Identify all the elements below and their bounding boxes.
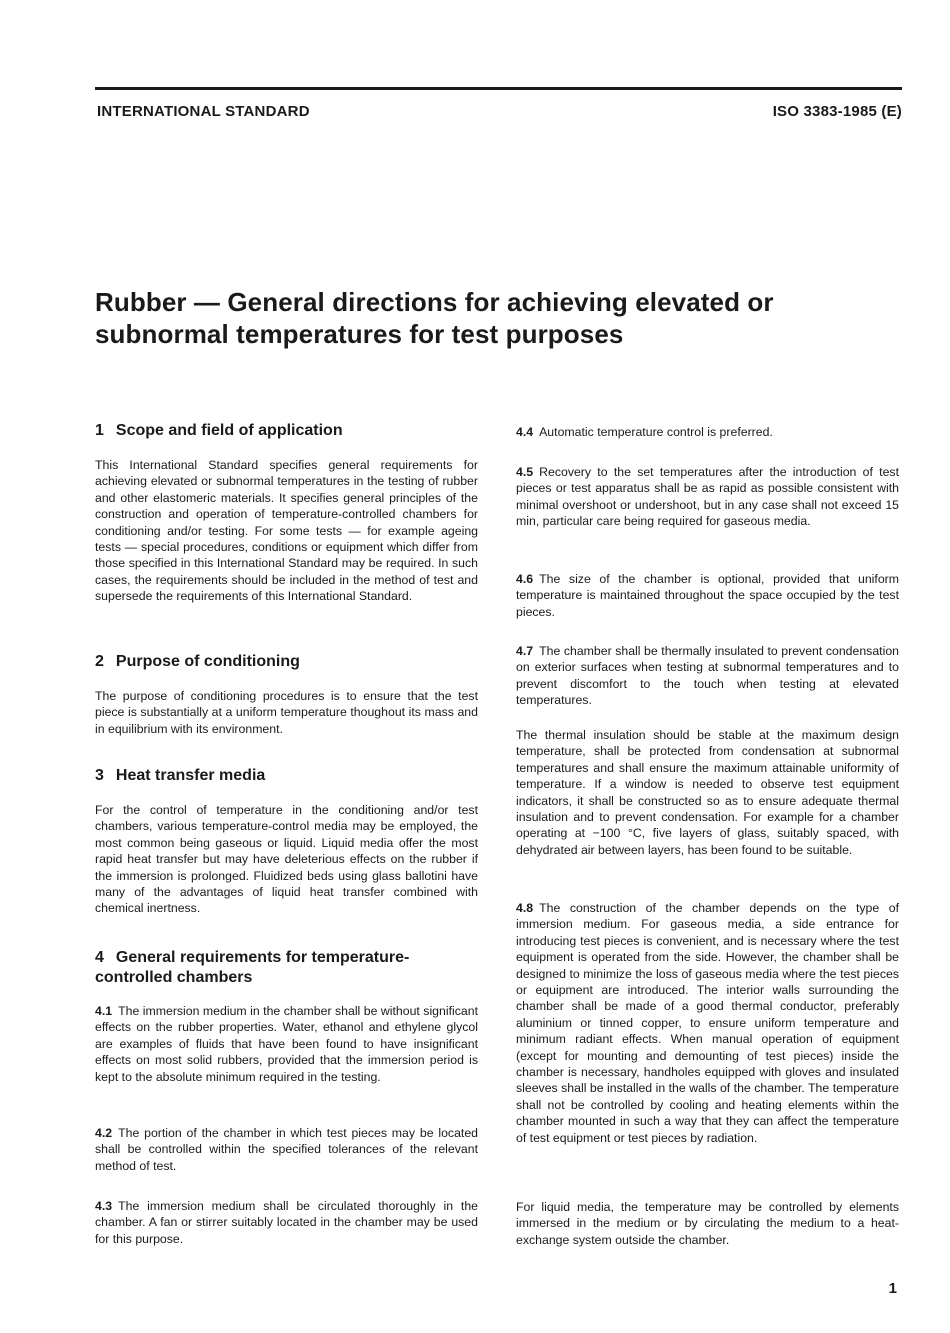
document-title: Rubber — General directions for achieving elevated or subnormal temperatures for test purposes (95, 287, 774, 349)
clause-text: The portion of the chamber in which test pieces may be located shall be controlled within the specified tolerances of the relevant method of test. (95, 1126, 478, 1173)
clause-text: Automatic temperature control is preferred. (539, 425, 773, 439)
header-standard-label: INTERNATIONAL STANDARD (97, 103, 310, 120)
section-1-heading (95, 421, 343, 441)
clause-number: 4.3 (95, 1199, 113, 1213)
section-2-heading (95, 652, 300, 672)
section-number: 2 (95, 653, 104, 670)
clause-4-4 (516, 424, 899, 440)
clause-number: 4.4 (516, 425, 534, 439)
clause-4-2 (95, 1125, 478, 1174)
clause-text: The immersion medium shall be circulated thoroughly in the chamber. A fan or stirrer suitably located in the chamber may be used for this purpose. (95, 1199, 478, 1246)
clause-4-8 (516, 900, 899, 1146)
section-number: 4 (95, 949, 104, 966)
section-number: 1 (95, 422, 104, 439)
clause-4-5 (516, 464, 899, 530)
clause-number: 4.6 (516, 572, 534, 586)
section-number: 3 (95, 767, 104, 784)
clause-text: Recovery to the set temperatures after the introduction of test pieces or test apparatus shall be as rapid as possible consistent with minimal overshoot or undershoot, but in any case shall not exceed 15 min, particular care being required for gaseous media. (516, 465, 899, 529)
clause-4-8-liquid-media-text: For liquid media, the temperature may be controlled by elements immersed in the medium or by circulating the medium to a heat-exchange system outside the chamber. (516, 1200, 899, 1247)
clause-number: 4.8 (516, 901, 534, 915)
clause-4-7 (516, 643, 899, 709)
header-document-id: ISO 3383-1985 (E) (772, 103, 902, 120)
clause-text: The construction of the chamber depends on the type of immersion medium. For gaseous media, a side entrance for introducing test pieces is convenient, and is necessary where the test equipment is operated from the side. However, the chamber shall be designed to minimize the loss of gaseous media where the test pieces or equipment are introduced. The interior walls surrounding the chamber shall be made of a good thermal conductor, preferably aluminium or tinned copper, to ensure uniform temperature and minimum radiant effects. When manual operation of equipment (except for mounting and demounting of test pieces) inside the chamber is necessary, handholes equipped with gloves and insulated sleeves shall be installed in the walls of the chamber. The temperature shall not be controlled by cooling and heating elements within the chamber mounted in such a way that they can affect the temperature of test equipment or test pieces by radiation. (516, 901, 899, 1145)
section-title: General requirements for temperature-controlled chambers (95, 949, 410, 986)
clause-4-7-insulation-text: The thermal insulation should be stable at the maximum design temperature, shall be protected from condensation at subnormal temperatures and shall ensure the maximum attainable uniformity of temperature. If a window is needed to observe test equipment indicators, it shall be constructed so as to ensure adequate thermal insulation and to prevent condensation. For example for a chamber operating at −100 °C, five layers of glass, suitably spaced, with dehydrated air between layers, has been found to be suitable. (516, 728, 899, 857)
clause-number: 4.5 (516, 465, 534, 479)
clause-number: 4.7 (516, 644, 534, 658)
clause-text: The immersion medium in the chamber shall be without significant effects on the rubber properties. Water, ethanol and ethylene glycol are examples of fluids that have been found to have insignificant effects on most solid rubbers, provided that the immersion period is kept to the absolute minimum required in the testing. (95, 1004, 478, 1084)
section-3-heading (95, 766, 265, 786)
section-2-text: The purpose of conditioning procedures is to ensure that the test piece is substantially at a uniform temperature thoughout its mass and in equilibrium with its environment. (95, 689, 478, 736)
clause-number: 4.1 (95, 1004, 113, 1018)
clause-text: The chamber shall be thermally insulated to prevent condensation on exterior surfaces when testing at subnormal temperatures and to prevent discomfort to the touch when testing at elevated temperatures. (516, 644, 899, 708)
clause-4-1 (95, 1003, 478, 1085)
section-3-text: For the control of temperature in the conditioning and/or test chambers, various temperature-control media may be employed, the most common being gaseous or liquid. Liquid media offer the most rapid heat transfer but may have deleterious effects on the rubber if the immersion is prolonged. Fluidized beds using glass ballotini have many of the advantages of liquid heat transfer combined with chemical inertness. (95, 803, 478, 916)
section-4-heading (95, 948, 478, 988)
clause-4-6 (516, 571, 899, 620)
section-1-text: This International Standard specifies general requirements for achieving elevated or subnormal temperatures in the testing of rubber and other elastomeric materials. It specifies general principles of the construction and operation of temperature-controlled chambers for conditioning and/or testing. For some tests — for example ageing tests — special procedures, conditions or equipment which differ from those specified in this International Standard may be required. In such cases, the requirements should be included in the method of test and supersede the requirements of this International Standard. (95, 458, 478, 604)
clause-4-3 (95, 1198, 478, 1247)
page-number: 1 (888, 1280, 897, 1297)
clause-text: The size of the chamber is optional, provided that uniform temperature is maintained throughout the space occupied by the test pieces. (516, 572, 899, 619)
header-rule (95, 87, 902, 90)
section-title: Purpose of conditioning (115, 653, 300, 670)
section-title: Scope and field of application (115, 422, 343, 439)
section-title: Heat transfer media (115, 767, 266, 784)
clause-number: 4.2 (95, 1126, 113, 1140)
